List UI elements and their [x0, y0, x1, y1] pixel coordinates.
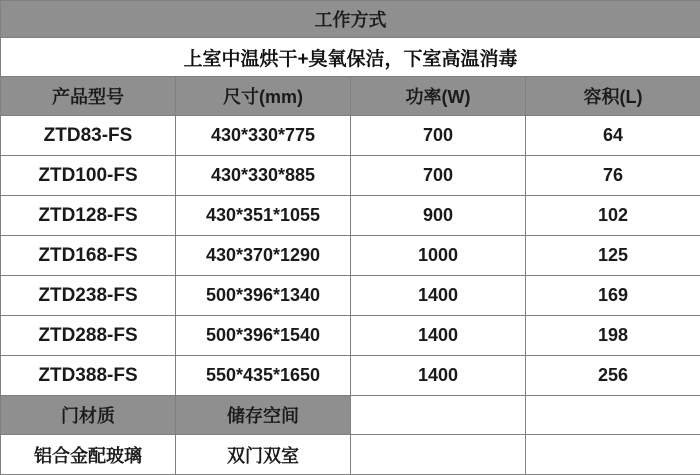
table-subtitle: 上室中温烘干+臭氧保洁，下室高温消毒 [1, 38, 700, 77]
footer-value-door-material: 铝合金配玻璃 [1, 435, 176, 475]
table-row [1, 276, 700, 316]
footer-value-storage-space: 双门双室 [176, 435, 351, 475]
table-row [1, 356, 700, 396]
cell-size: 430*351*1055 [176, 196, 351, 236]
cell-size: 430*330*885 [176, 156, 351, 196]
cell-volume: 256 [526, 356, 700, 396]
cell-size: 550*435*1650 [176, 356, 351, 396]
cell-volume: 169 [526, 276, 700, 316]
cell-volume: 76 [526, 156, 700, 196]
column-header-volume: 容积(L) [526, 77, 700, 116]
cell-volume: 198 [526, 316, 700, 356]
table-row [1, 156, 700, 196]
cell-model: ZTD100-FS [1, 156, 176, 196]
footer-header-row [1, 396, 700, 435]
table-row [1, 196, 700, 236]
cell-model: ZTD168-FS [1, 236, 176, 276]
table-row [1, 236, 700, 276]
footer-header-door-material: 门材质 [1, 396, 176, 435]
column-header-model: 产品型号 [1, 77, 176, 116]
cell-size: 500*396*1540 [176, 316, 351, 356]
cell-size: 500*396*1340 [176, 276, 351, 316]
table-row [1, 116, 700, 156]
column-header-size: 尺寸(mm) [176, 77, 351, 116]
cell-size: 430*330*775 [176, 116, 351, 156]
cell-power: 700 [351, 156, 526, 196]
cell-size: 430*370*1290 [176, 236, 351, 276]
column-header-row [1, 77, 700, 116]
column-header-power: 功率(W) [351, 77, 526, 116]
cell-power: 1400 [351, 316, 526, 356]
cell-power: 1400 [351, 276, 526, 316]
table-subtitle-row [1, 38, 700, 77]
cell-volume: 102 [526, 196, 700, 236]
cell-model: ZTD288-FS [1, 316, 176, 356]
cell-power: 1000 [351, 236, 526, 276]
footer-blank-cell [351, 396, 526, 435]
cell-power: 1400 [351, 356, 526, 396]
cell-model: ZTD238-FS [1, 276, 176, 316]
cell-model: ZTD83-FS [1, 116, 176, 156]
cell-model: ZTD388-FS [1, 356, 176, 396]
table-title: 工作方式 [1, 1, 700, 38]
footer-blank-cell [526, 396, 700, 435]
cell-model: ZTD128-FS [1, 196, 176, 236]
footer-header-storage-space: 储存空间 [176, 396, 351, 435]
table-row [1, 316, 700, 356]
cell-power: 900 [351, 196, 526, 236]
cell-volume: 64 [526, 116, 700, 156]
table-title-row [1, 1, 700, 38]
cell-power: 700 [351, 116, 526, 156]
cell-volume: 125 [526, 236, 700, 276]
